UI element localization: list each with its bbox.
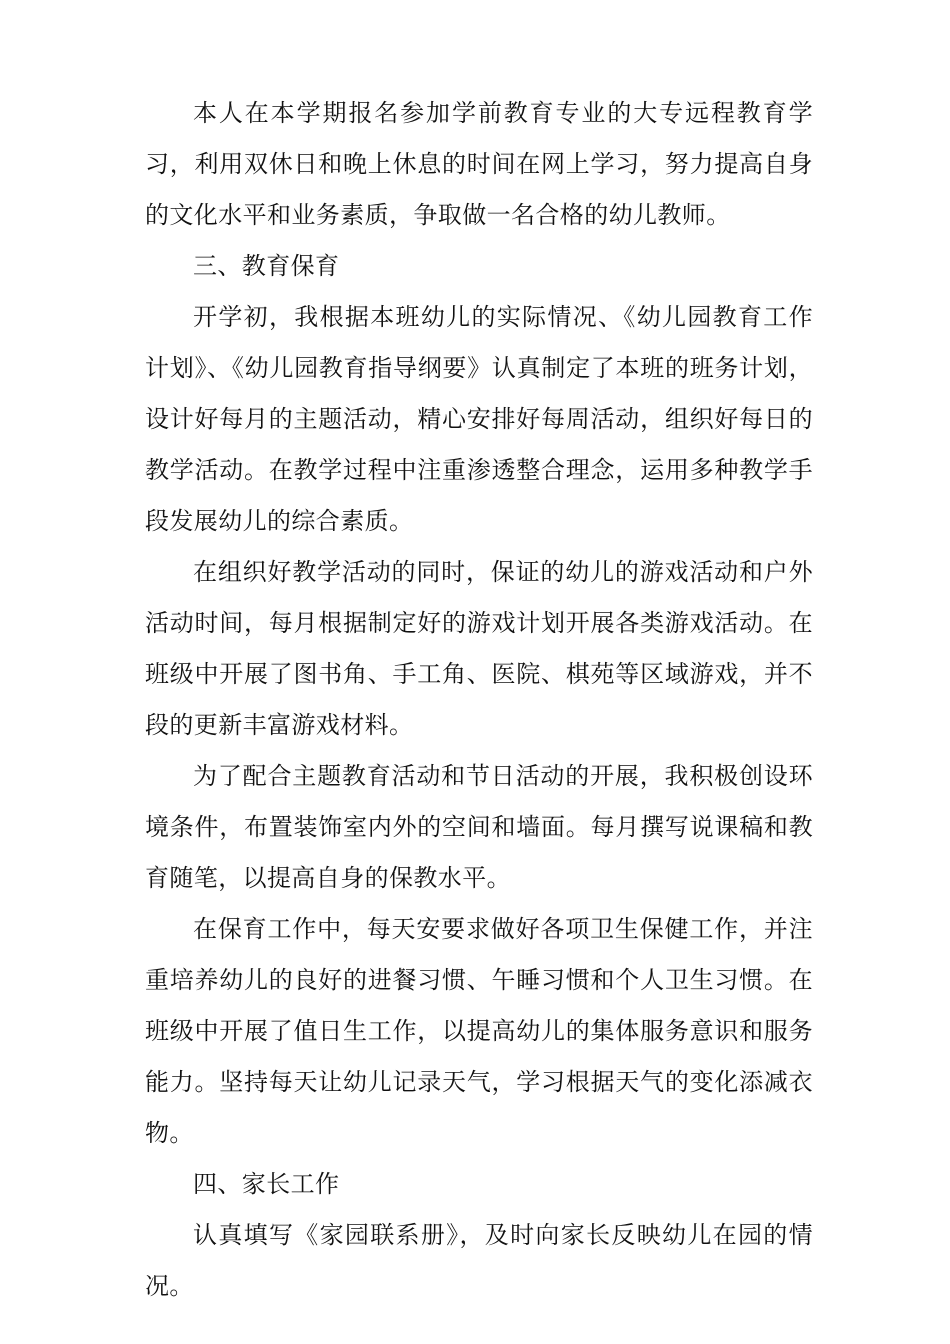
paragraph-game-activities: 在组织好教学活动的同时，保证的幼儿的游戏活动和户外活动时间，每月根据制定好的游戏计划开展各类游戏活动。在班级中开展了图书角、手工角、医院、棋苑等区域游戏，并不段的更新丰富游戏材料。 — [145, 558, 813, 739]
paragraph-care-work: 在保育工作中，每天安要求做好各项卫生保健工作，并注重培养幼儿的良好的进餐习惯、午睡习惯和个人卫生习惯。在班级中开展了值日生工作，以提高幼儿的集体服务意识和服务能力。坚持每天让幼儿记录天气，学习根据天气的变化添减衣物。 — [145, 915, 813, 1147]
paragraph-self-study: 本人在本学期报名参加学前教育专业的大专远程教育学习，利用双休日和晚上休息的时间在网上学习，努力提高自身的文化水平和业务素质，争取做一名合格的幼儿教师。 — [145, 99, 813, 229]
document-body — [145, 88, 813, 1312]
paragraph-semester-plan: 开学初，我根据本班幼儿的实际情况、《幼儿园教育工作计划》、《幼儿园教育指导纲要》认真制定了本班的班务计划，设计好每月的主题活动，精心安排好每周活动，组织好每日的教学活动。在教学过程中注重渗透整合理念，运用多种教学手段发展幼儿的综合素质。 — [145, 303, 813, 535]
section-heading-education-care: 三、教育保育 — [193, 252, 340, 280]
section-heading-parent-work: 四、家长工作 — [193, 1170, 340, 1198]
paragraph-contact-book: 认真填写《家园联系册》，及时向家长反映幼儿在园的情况。 — [145, 1221, 813, 1300]
paragraph-environment: 为了配合主题教育活动和节日活动的开展，我积极创设环境条件，布置装饰室内外的空间和墙面。每月撰写说课稿和教育随笔，以提高自身的保教水平。 — [145, 762, 813, 892]
